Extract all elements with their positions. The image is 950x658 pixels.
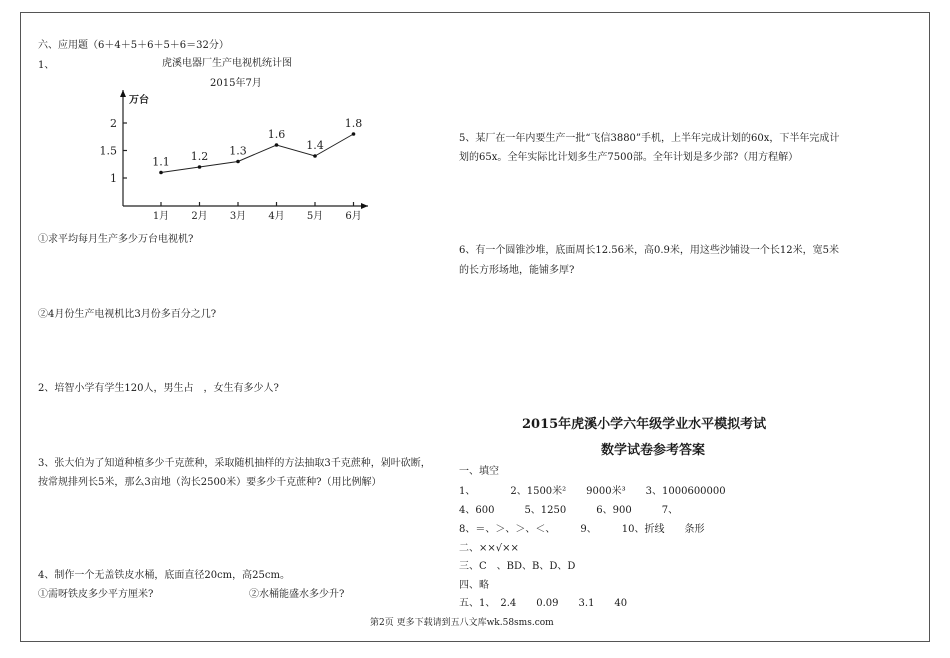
question-3-line-2: 按常规排列长5米，那么3亩地（沟长2500米）要多少千克蔗种?（用比例解） <box>38 477 382 488</box>
answer-1-row-3: 8、＝、＞、＞、＜、 9、 10、折线 条形 <box>459 524 705 535</box>
chart-marks <box>152 117 362 174</box>
question-2: 2、培智小学有学生120人，男生占 ，女生有多少人? <box>38 383 279 394</box>
answer-2: 二、××√×× <box>459 543 519 554</box>
x-axis-arrow <box>361 203 368 209</box>
section-title-applications: 六、应用题（6＋4＋5＋6＋5＋6＝32分） <box>38 40 229 51</box>
answer-5: 五、1、 2.4 0.09 3.1 40 <box>459 598 628 609</box>
data-point <box>275 143 279 147</box>
y-tick-label: 1 <box>110 172 117 185</box>
question-1-sub-2: ②4月份生产电视机比3月份多百分之几? <box>38 309 217 320</box>
answer-title: 2015年虎溪小学六年级学业水平模拟考试 <box>522 417 767 432</box>
data-label: 1.8 <box>344 117 363 130</box>
answer-subtitle: 数学试卷参考答案 <box>601 443 706 458</box>
answer-4: 四、略 <box>459 580 489 591</box>
answer-1-row-2: 4、600 5、1250 6、900 7、 <box>459 505 679 516</box>
data-point <box>159 171 163 175</box>
x-tick-label: 3月 <box>229 211 247 222</box>
x-tick-label: 6月 <box>345 211 362 222</box>
answer-1-heading: 一、填空 <box>459 466 499 477</box>
data-label: 1.3 <box>229 144 247 158</box>
question-4-sub-2: ②水桶能盛水多少升? <box>249 589 345 600</box>
question-6-line-2: 的长方形场地，能铺多厚? <box>459 265 575 276</box>
y-tick-label: 1.5 <box>99 144 117 158</box>
y-axis-arrow <box>120 90 126 97</box>
question-4-sub-1: ①需呀铁皮多少平方厘米? <box>38 589 154 600</box>
question-5-line-2: 划的65x。全年实际比计划多生产7500部。全年计划是多少部?（用方程解） <box>459 152 799 163</box>
x-tick-label: 1月 <box>152 211 170 222</box>
question-5-line-1: 5、某厂在一年内要生产一批“飞信3880”手机，上半年完成计划的60x，下半年完成计 <box>459 133 840 144</box>
question-6-line-1: 6、有一个圆锥沙堆，底面周长12.56米，高0.9米，用这些沙铺设一个长12米，宽5米 <box>459 245 839 256</box>
question-3-line-1: 3、张大伯为了知道种植多少千克蔗种，采取随机抽样的方法抽取3千克蔗种，剁叶砍断， <box>38 458 431 469</box>
data-label: 1.2 <box>190 150 209 163</box>
data-label: 1.6 <box>267 128 286 141</box>
x-tick-label: 5月 <box>306 211 324 222</box>
page-footer: 第2页 更多下载请到五八文库wk.58sms.com <box>370 618 554 628</box>
answer-3: 三、C 、BD、B、D、D <box>459 561 576 572</box>
question-1-number: 1、 <box>38 60 55 71</box>
line-chart <box>98 84 388 224</box>
question-4: 4、制作一个无盖铁皮水桶，底面直径20cm，高25cm。 <box>38 570 290 581</box>
chart-subtitle: 2015年7月 <box>210 78 262 89</box>
data-point <box>236 160 240 164</box>
data-label: 1.1 <box>152 155 170 169</box>
data-point <box>352 132 356 136</box>
x-tick-label: 4月 <box>268 211 285 222</box>
chart-title: 虎溪电器厂生产电视机统计图 <box>162 58 292 69</box>
question-1-sub-1: ①求平均每月生产多少万台电视机? <box>38 234 194 245</box>
answer-1-row-1: 1、 2、1500米² 9000米³ 3、1000600000 <box>459 486 726 497</box>
y-axis-label: 万台 <box>129 95 149 106</box>
data-label: 1.4 <box>306 139 324 152</box>
x-tick-label: 2月 <box>191 211 208 222</box>
data-point <box>198 165 202 169</box>
y-tick-label: 2 <box>110 117 117 130</box>
data-point <box>313 154 317 158</box>
